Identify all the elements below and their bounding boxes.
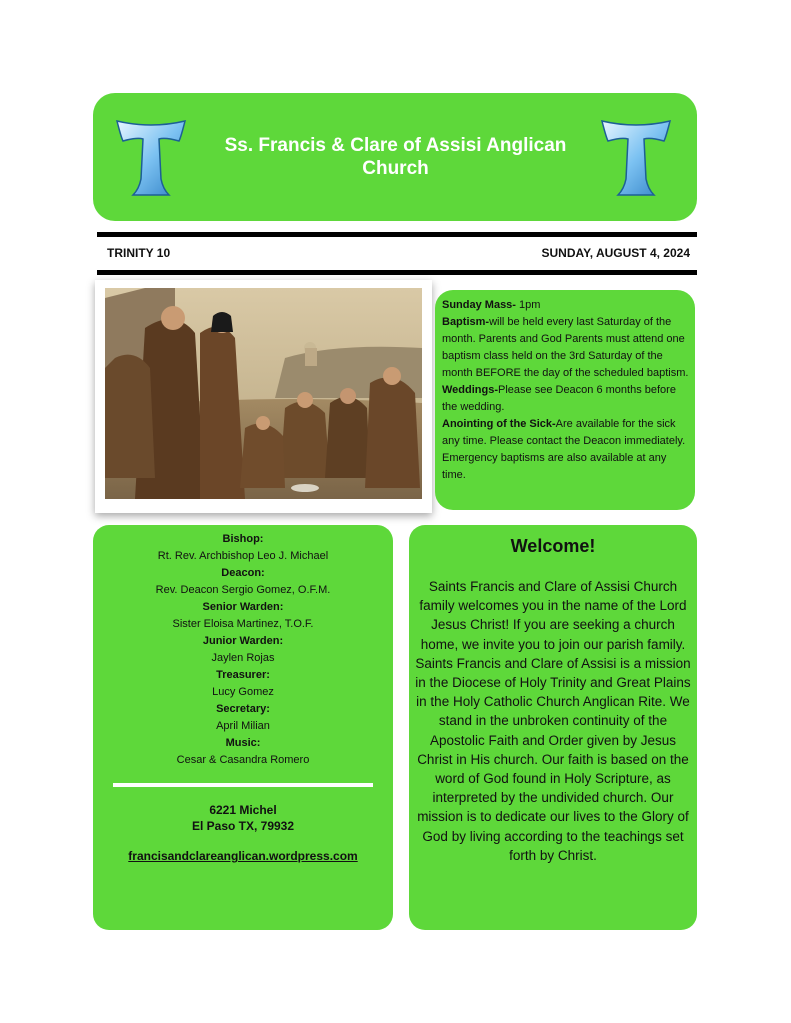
clergy-panel: [93, 525, 393, 930]
liturgical-week: TRINITY 10: [107, 246, 171, 260]
clergy-name: Jaylen Rojas: [211, 652, 275, 664]
saints-painting-image: [105, 288, 422, 499]
welcome-title: Welcome!: [510, 536, 596, 556]
service-detail: 1pm: [515, 299, 541, 311]
church-title-line1: Ss. Francis & Clare of Assisi Anglican: [224, 135, 567, 156]
service-label: Sunday Mass-: [442, 299, 516, 311]
clergy-name: Rt. Rev. Archbishop Leo J. Michael: [157, 550, 329, 562]
bulletin-date: SUNDAY, AUGUST 4, 2024: [541, 246, 690, 260]
tau-cross-icon: [113, 117, 189, 197]
welcome-body: Saints Francis and Clare of Assisi Church family welcomes you in the name of the Lord Jesus Christ! If you are seeking a church home, we invite you to join our parish family. Saints Francis and Clare of Assisi is a mission in the Diocese of Holy Trinity and Great Plains in the Holy Catholic Church Anglican Rite. We stand in the unbroken continuity of the Apostolic Faith and Order given by Jesus Christ in His church. Our faith is based on the word of God found in Holy Scripture, as interpreted by the undivided church. Our mission is to dedicate our lives to the Glory of God by living according to the teachings set forth by Christ.: [415, 579, 691, 863]
clergy-role: Treasurer:: [216, 669, 270, 681]
divider-bottom: [97, 270, 697, 275]
service-detail: Please see Deacon 6 months before the wedding.: [442, 384, 676, 413]
address-street: 6221 Michel: [209, 803, 277, 817]
clergy-role: Senior Warden:: [202, 601, 284, 613]
clergy-name: Lucy Gomez: [212, 686, 274, 698]
clergy-name: Sister Eloisa Martinez, T.O.F.: [172, 618, 314, 630]
painting-frame: [95, 280, 432, 513]
divider-top: [97, 232, 697, 237]
welcome-panel: [409, 525, 697, 930]
service-label: Anointing of the Sick-: [442, 418, 556, 430]
service-label: Baptism-: [442, 316, 490, 328]
clergy-name: April Milian: [216, 720, 270, 732]
clergy-name: Cesar & Casandra Romero: [176, 754, 310, 766]
clergy-role: Music:: [225, 737, 261, 749]
website-link[interactable]: francisandclareanglican.wordpress.com: [128, 849, 358, 863]
church-title: [193, 134, 598, 180]
service-label: Weddings-: [442, 384, 499, 396]
church-title-line2: Church: [362, 158, 429, 179]
clergy-role: Junior Warden:: [202, 635, 284, 647]
services-text: [442, 297, 690, 484]
services-panel: [435, 290, 695, 510]
clergy-list: [93, 531, 393, 769]
clergy-role: Secretary:: [216, 703, 270, 715]
clergy-name: Rev. Deacon Sergio Gomez, O.F.M.: [155, 584, 331, 596]
clergy-role: Bishop:: [222, 533, 264, 545]
service-detail: will be held every last Saturday of the month. Parents and God Parents must attend one baptism class held on the 3rd Saturday of the month BEFORE the day of the scheduled baptism.: [442, 316, 689, 379]
service-detail: Are available for the sick any time. Please contact the Deacon immediately. Emergency baptisms are also available at any time.: [442, 418, 686, 481]
church-address: [93, 802, 393, 834]
clergy-role: Deacon:: [221, 567, 265, 579]
tau-cross-icon: [598, 117, 674, 197]
clergy-divider: [113, 783, 373, 787]
header-banner: [93, 93, 697, 221]
address-city: El Paso TX, 79932: [191, 819, 295, 833]
